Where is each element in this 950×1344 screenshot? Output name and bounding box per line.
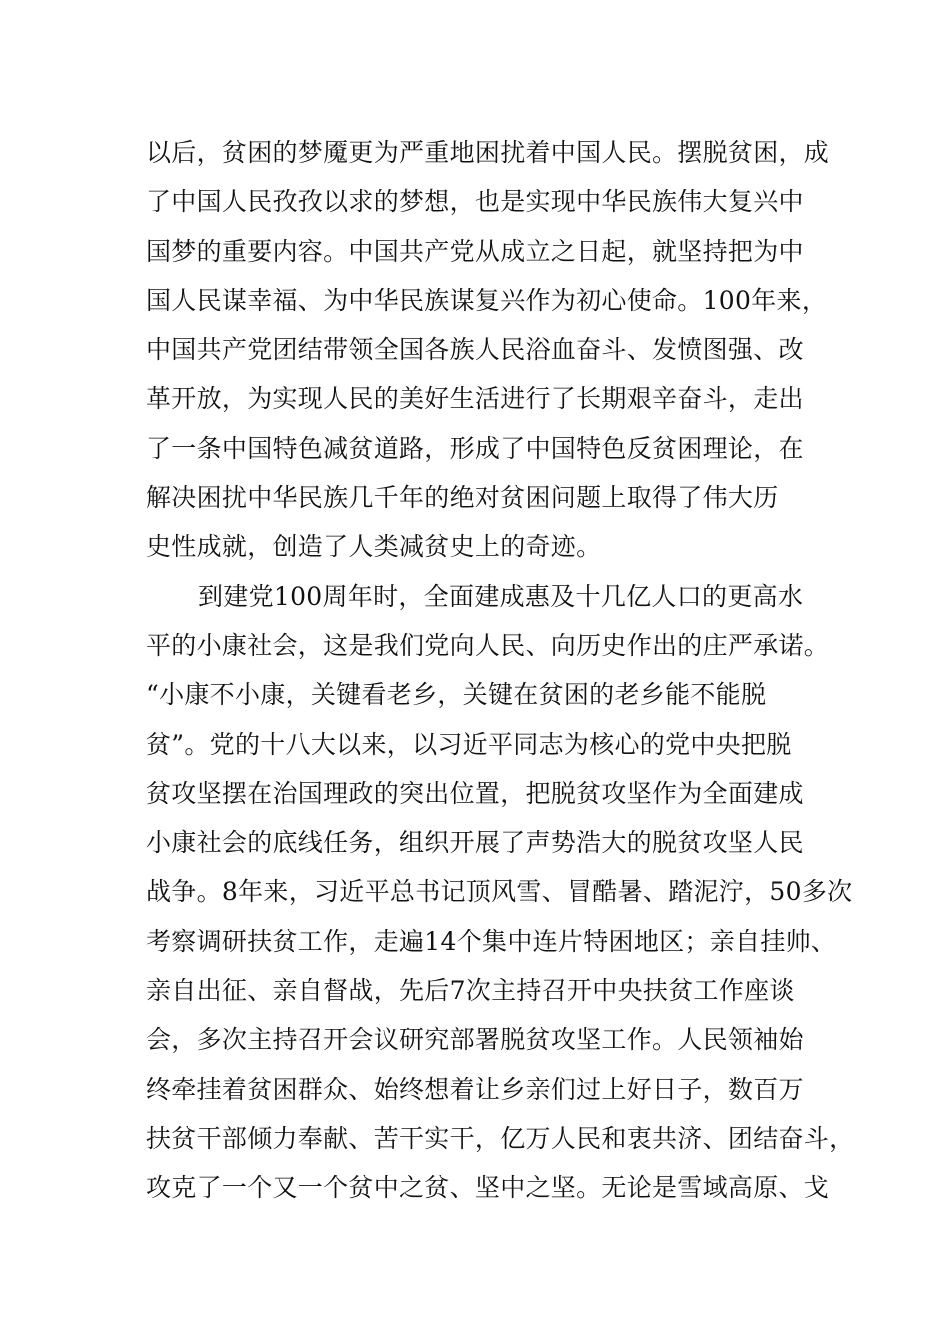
text-line: 小康社会的底线任务，组织开展了声势浩大的脱贫攻坚人民 (146, 828, 804, 858)
text-line: 攻克了一个又一个贫中之贫、坚中之坚。无论是雪域高原、戈 (146, 1173, 830, 1203)
text-line: 贫攻坚摆在治国理政的突出位置，把脱贫攻坚作为全面建成 (146, 778, 804, 808)
text-line: 了一条中国特色减贫道路，形成了中国特色反贫困理论，在 (146, 433, 804, 463)
text-line: 中国共产党团结带领全国各族人民浴血奋斗、发愤图强、改 (146, 335, 804, 365)
text-line: 战争。8年来，习近平总书记顶风雪、冒酷暑、踏泥泞，50多次 (146, 877, 853, 907)
text-line: 解决困扰中华民族几千年的绝对贫困问题上取得了伟大历 (146, 483, 779, 513)
text-line: 贫”。党的十八大以来，以习近平同志为核心的党中央把脱 (146, 729, 792, 759)
text-line: 以后，贫困的梦魇更为严重地困扰着中国人民。摆脱贫困，成 (146, 138, 830, 167)
text-line: 亲自出征、亲自督战，先后7次主持召开中央扶贫工作座谈 (146, 976, 795, 1006)
text-line: 终牵挂着贫困群众、始终想着让乡亲们过上好日子，数百万 (146, 1074, 804, 1104)
text-line: 革开放，为实现人民的美好生活进行了长期艰辛奋斗，走出 (146, 384, 804, 414)
text-line: 史性成就，创造了人类减贫史上的奇迹。 (146, 532, 602, 562)
text-line: 了中国人民孜孜以求的梦想，也是实现中华民族伟大复兴中 (146, 187, 804, 217)
text-line: 会，多次主持召开会议研究部署脱贫攻坚工作。人民领袖始 (146, 1025, 804, 1055)
text-line: 国梦的重要内容。中国共产党从成立之日起，就坚持把为中 (146, 236, 804, 266)
text-line: 考察调研扶贫工作，走遍14个集中连片特困地区；亲自挂帅、 (146, 926, 837, 956)
body-text (146, 128, 855, 1213)
text-line: 平的小康社会，这是我们党向人民、向历史作出的庄严承诺。 (146, 630, 830, 660)
text-line: 国人民谋幸福、为中华民族谋复兴作为初心使命。100年来， (146, 285, 828, 315)
paragraph-start-line: 到建党100周年时，全面建成惠及十几亿人口的更高水 (198, 581, 804, 611)
text-line: “小康不小康，关键看老乡，关键在贫困的老乡能不能脱 (146, 680, 767, 710)
text-line: 扶贫干部倾力奉献、苦干实干，亿万人民和衷共济、团结奋斗， (146, 1123, 855, 1153)
